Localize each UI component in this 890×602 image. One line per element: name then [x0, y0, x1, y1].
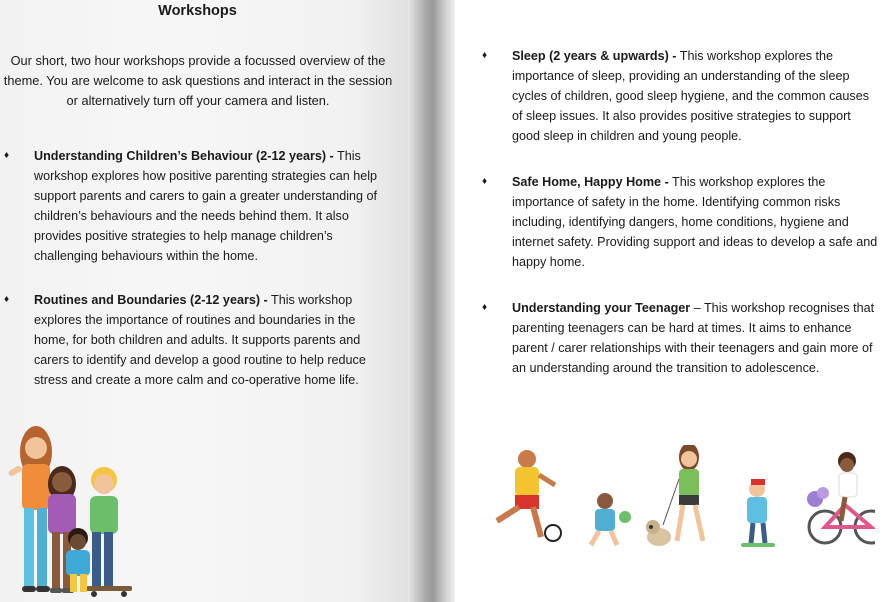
intro-paragraph: Our short, two hour workshops provide a focussed overview of the theme. You are welcome to ask questions and interact in the session or alternatively turn off your camera and listen. — [3, 53, 393, 108]
activities-illustration — [475, 445, 875, 555]
workshop-item-routines — [4, 290, 392, 390]
workshop-description: This workshop explores the importance of routines and boundaries in the home, for both children and adults. It supports parents and carers to identify and develop a good routine to help reduce stress and create a more calm and co-operative home life. — [34, 293, 366, 387]
workshop-heading: Understanding your Teenager — [512, 301, 691, 315]
workshop-heading: Routines and Boundaries (2-12 years) - — [34, 293, 268, 307]
workshop-heading: Sleep (2 years & upwards) - — [512, 49, 677, 63]
page-title: Workshops — [158, 3, 237, 19]
bullet-icon: ♦ — [482, 302, 488, 313]
workshop-heading: Understanding Children’s Behaviour (2-12 years) - — [34, 149, 334, 163]
workshop-description: This workshop explores how positive parenting strategies can help support parents and carers to gain a greater understanding of children’s behaviours and the needs behind them. It also provides positive strategies to help manage children’s challenging behaviours within the home. — [34, 149, 378, 263]
bullet-icon: ♦ — [482, 50, 488, 61]
workshop-item-safe-home — [482, 172, 882, 272]
book-spine — [408, 0, 458, 602]
workshop-item-sleep — [482, 46, 882, 146]
workshop-item-behaviour — [4, 146, 392, 266]
bullet-icon: ♦ — [482, 176, 488, 187]
workshop-description: – This workshop recognises that parenting teenagers can be hard at times. It aims to enhance parent / carer relationships with their teenagers and gain more of an understanding around the transition to adolescence. — [512, 301, 875, 375]
bullet-icon: ♦ — [4, 150, 10, 161]
workshop-heading: Safe Home, Happy Home - — [512, 175, 669, 189]
bullet-icon: ♦ — [4, 294, 10, 305]
left-page — [0, 0, 420, 602]
right-page — [455, 0, 890, 602]
family-illustration — [0, 418, 140, 602]
workshop-description: This workshop explores the importance of safety in the home. Identifying common risks including, identifying dangers, home conditions, hygiene and internet safety. Providing support and ideas to develop a safe and happy home. — [512, 175, 878, 269]
workshop-description: This workshop explores the importance of sleep, providing an understanding of the sleep cycles of children, good sleep hygiene, and the common causes of sleep issues. It also provides positive strategies to support good sleep in children and young people. — [512, 49, 870, 143]
workshop-item-teenager — [482, 298, 882, 378]
